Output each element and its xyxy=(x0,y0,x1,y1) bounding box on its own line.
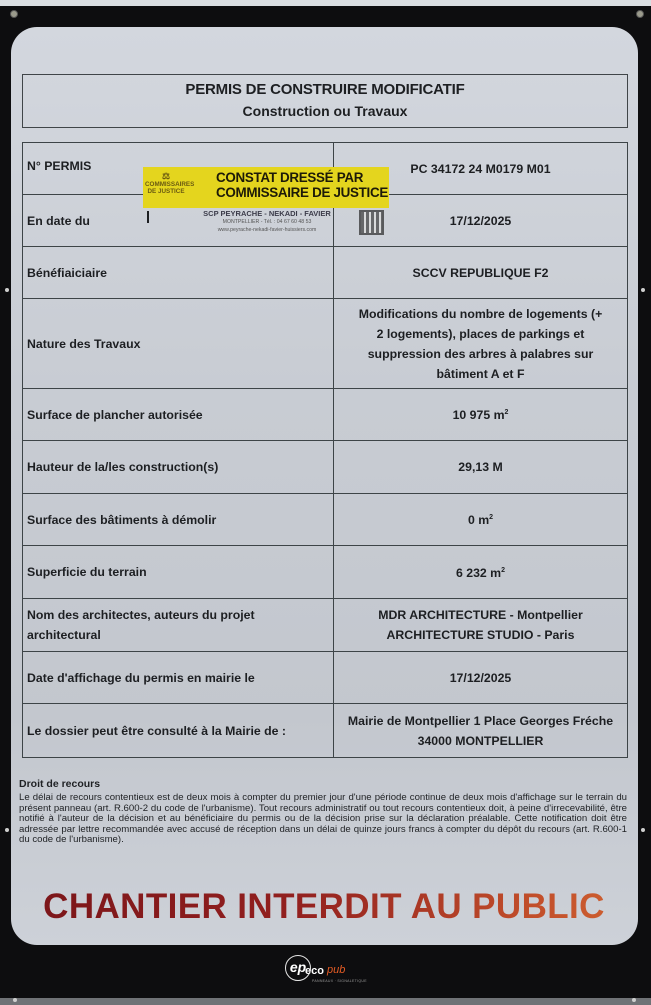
no-public-access-banner: CHANTIER INTERDIT AU PUBLIC xyxy=(14,887,634,927)
works-line: Modifications du nombre de logements (+ xyxy=(358,306,603,321)
brand-tagline: PANNEAUX · SIGNALETIQUE xyxy=(312,979,367,983)
firm-name: SCP PEYRACHE - NEKADI - FAVIER xyxy=(203,209,331,218)
appeal-rights-section xyxy=(19,778,627,846)
brand-eco: eco xyxy=(305,965,324,977)
ecopub-logo xyxy=(285,955,375,989)
demolition-area xyxy=(334,494,628,546)
table-row xyxy=(23,546,628,599)
table-row xyxy=(23,389,628,441)
row-label: Surface des bâtiments à démolir xyxy=(23,494,334,546)
floor-area xyxy=(334,389,628,441)
unit-exponent: 2 xyxy=(489,514,494,522)
stamp-firm-info xyxy=(177,210,357,234)
row-label xyxy=(23,599,334,652)
row-label: Surface de plancher autorisée xyxy=(23,389,334,441)
qr-code-icon xyxy=(359,210,384,235)
address-line: 34000 MONTPELLIER xyxy=(417,733,544,748)
architect-line: MDR ARCHITECTURE - Montpellier xyxy=(378,608,583,622)
row-label: Bénéfiaiciaire xyxy=(23,247,334,299)
table-row xyxy=(23,652,628,704)
building-height: 29,13 M xyxy=(334,441,628,494)
beneficiary: SCCV REPUBLIQUE F2 xyxy=(334,247,628,299)
screw-icon xyxy=(10,10,18,18)
works-line: suppression des arbres à palabres sur xyxy=(367,346,594,361)
screw-icon xyxy=(13,998,17,1002)
logo-line: DE JUSTICE xyxy=(147,188,185,195)
screw-icon xyxy=(641,288,645,292)
row-label: En date du xyxy=(23,195,334,247)
brand-pub: pub xyxy=(327,964,346,976)
land-area xyxy=(334,546,628,599)
stamp-title xyxy=(216,170,388,200)
firm-website: www.peyrache-nekadi-favier-huissiers.com xyxy=(217,227,317,233)
permit-number: PC 34172 24 M0179 M01 xyxy=(334,143,628,195)
screw-icon xyxy=(5,288,9,292)
firm-contact: MONTPELLIER - Tél. : 04 67 60 48 53 xyxy=(222,219,312,225)
display-date: 17/12/2025 xyxy=(334,652,628,704)
stamp-line: CONSTAT DRESSÉ PAR xyxy=(216,170,364,185)
row-label: N° PERMIS xyxy=(23,143,334,195)
logo-line: COMMISSAIRES xyxy=(145,181,195,188)
table-row xyxy=(23,704,628,758)
row-label: Superficie du terrain xyxy=(23,546,334,599)
screw-icon xyxy=(632,998,636,1002)
architect-line: ARCHITECTURE STUDIO - Paris xyxy=(386,628,575,642)
appeal-text: Le délai de recours contentieux est de deux mois à compter du premier jour d'une période continue de deux mois d'affichage sur le terrain du présent panneau (art. R.600-2 du code de l'urbanisme). Tout recours administratif ou tout recours contentieux doit, à peine d'irrecevabilité, être notifié à l'auteur de la décision et au bénéficiaire du permis ou de la décision prise sur la déclaration préalable. Cette notification doit être adressée par lettre recommandée avec accusé de réception dans un délai de quinze jours francs à compter du dépôt du recours (art. R.600-1 du code de l'urbanisme). xyxy=(19,792,627,845)
table-row xyxy=(23,247,628,299)
label-line: Nom des architectes, auteurs du projet xyxy=(27,608,255,622)
divider xyxy=(147,211,149,223)
permit-title-box xyxy=(22,74,628,128)
consultation-address xyxy=(334,704,628,758)
works-nature xyxy=(334,299,628,389)
table-row xyxy=(23,441,628,494)
floor-area-value: 10 975 m xyxy=(452,408,505,423)
bailiff-stamp xyxy=(143,167,389,235)
commissaires-justice-logo xyxy=(145,171,195,195)
row-label: Hauteur de la/les construction(s) xyxy=(23,441,334,494)
row-label: Le dossier peut être consulté à la Mairie de : xyxy=(23,704,334,758)
table-row xyxy=(23,299,628,389)
unit-exponent: 2 xyxy=(504,409,509,417)
works-line: 2 logements), places de parkings et xyxy=(376,326,585,341)
address-line: Mairie de Montpellier 1 Place Georges Fréche xyxy=(347,713,614,728)
table-row xyxy=(23,599,628,652)
appeal-heading: Droit de recours xyxy=(19,778,101,790)
screw-icon xyxy=(636,10,644,18)
screw-icon xyxy=(641,828,645,832)
architects xyxy=(334,599,628,652)
table-row xyxy=(23,494,628,546)
screw-icon xyxy=(5,828,9,832)
ep-logo-icon: ep xyxy=(285,955,311,981)
label-line: architectural xyxy=(27,628,101,642)
row-label: Date d'affichage du permis en mairie le xyxy=(23,652,334,704)
permit-subtitle: Construction ou Travaux xyxy=(242,103,408,119)
permit-title: PERMIS DE CONSTRUIRE MODIFICATIF xyxy=(185,81,465,98)
permit-date: 17/12/2025 xyxy=(334,195,628,247)
works-line: bâtiment A et F xyxy=(436,366,525,381)
stamp-line: COMMISSAIRE DE JUSTICE xyxy=(216,185,388,200)
unit-exponent: 2 xyxy=(501,566,506,574)
demolition-area-value: 0 m xyxy=(467,513,490,528)
land-area-value: 6 232 m xyxy=(455,566,502,581)
scales-icon: ⚖ xyxy=(161,171,171,181)
row-label: Nature des Travaux xyxy=(23,299,334,389)
